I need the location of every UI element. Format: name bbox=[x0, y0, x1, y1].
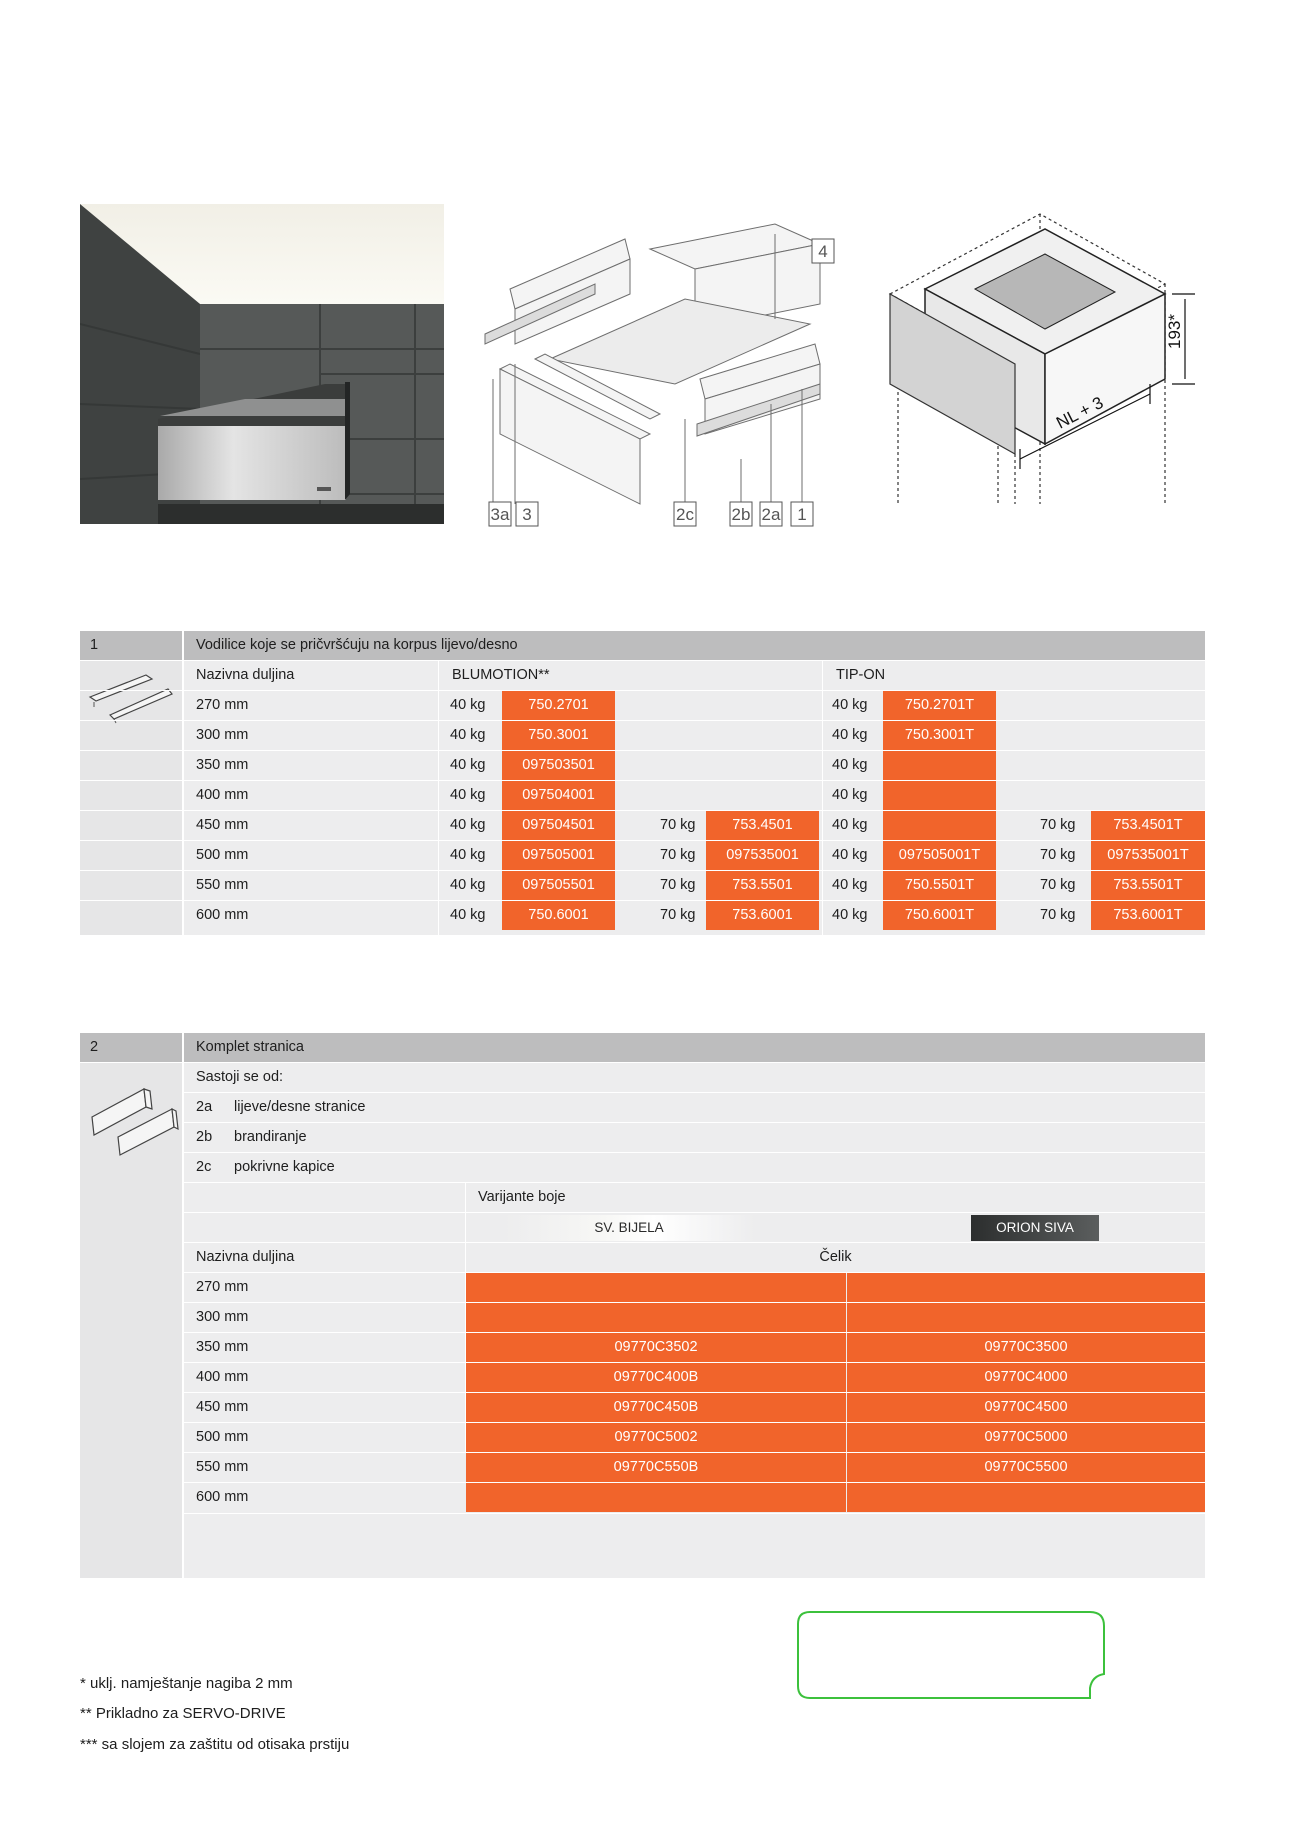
table1-t40c: 097505001T bbox=[883, 841, 996, 870]
table1-t70c: 097535001T bbox=[1091, 841, 1205, 870]
table1-b40: 40 kg bbox=[450, 697, 486, 713]
table2-row bbox=[80, 1273, 1205, 1302]
table1-t70c bbox=[1091, 691, 1205, 720]
table2-grey-code: 09770C3500 bbox=[847, 1333, 1205, 1362]
table2-grey-code: 09770C5000 bbox=[847, 1423, 1205, 1452]
dimension-diagram bbox=[880, 204, 1220, 504]
table1-row bbox=[80, 901, 1205, 930]
table1-t40: 40 kg bbox=[832, 847, 868, 863]
table1-t70: 70 kg bbox=[1040, 877, 1076, 893]
table1-t70c: 753.6001T bbox=[1091, 901, 1205, 930]
callout-3: 3 bbox=[522, 505, 532, 524]
table1-row bbox=[80, 871, 1205, 900]
table2-length: 500 mm bbox=[196, 1429, 249, 1445]
table2-header-row bbox=[184, 1243, 1205, 1272]
table2-white-code: 09770C5002 bbox=[466, 1423, 846, 1452]
table1-length: 400 mm bbox=[196, 787, 249, 803]
table1-t40c bbox=[883, 811, 996, 840]
table1-title: Vodilice koje se pričvršćuju na korpus lijevo/desno bbox=[196, 637, 518, 653]
table1-t40c: 750.3001T bbox=[883, 721, 996, 750]
table1-t70c bbox=[1091, 751, 1205, 780]
table1-t70c: 753.5501T bbox=[1091, 871, 1205, 900]
table2-white-code: 09770C400B bbox=[466, 1363, 846, 1392]
table1-b40c: 097504001 bbox=[502, 781, 615, 810]
table1-col-length: Nazivna duljina bbox=[196, 667, 295, 683]
table1-t70: 70 kg bbox=[1040, 847, 1076, 863]
table1-b40: 40 kg bbox=[450, 757, 486, 773]
table2-white-code bbox=[466, 1273, 846, 1302]
table1-t40: 40 kg bbox=[832, 697, 868, 713]
table1-row bbox=[80, 841, 1205, 870]
table1-col-tipon: TIP-ON bbox=[836, 667, 886, 683]
table2-length: 270 mm bbox=[196, 1279, 249, 1295]
table2-grey-code: 09770C4500 bbox=[847, 1393, 1205, 1422]
table1-b70c: 753.4501 bbox=[706, 811, 819, 840]
width-dimension: NL + 3 bbox=[1053, 392, 1107, 433]
table1-t40: 40 kg bbox=[832, 817, 868, 833]
table2-row bbox=[80, 1453, 1205, 1482]
table1-length: 600 mm bbox=[196, 907, 249, 923]
table1-t40: 40 kg bbox=[832, 907, 868, 923]
table1-b70: 70 kg bbox=[660, 907, 696, 923]
table1-row bbox=[80, 811, 1205, 840]
table2-row bbox=[80, 1363, 1205, 1392]
table1-length: 350 mm bbox=[196, 757, 249, 773]
table1-b40c: 097505001 bbox=[502, 841, 615, 870]
table1-length: 270 mm bbox=[196, 697, 249, 713]
table1-row bbox=[80, 781, 1205, 810]
side-panel-image bbox=[84, 1077, 180, 1157]
table2-white-code: 09770C450B bbox=[466, 1393, 846, 1422]
component-2c: 2c pokrivne kapice bbox=[196, 1159, 335, 1175]
table1-b40: 40 kg bbox=[450, 727, 486, 743]
table1-b70c: 097535001 bbox=[706, 841, 819, 870]
table1-number: 1 bbox=[90, 637, 99, 653]
table1-length: 450 mm bbox=[196, 817, 249, 833]
callout-4: 4 bbox=[818, 242, 828, 261]
table1-b40c: 097503501 bbox=[502, 751, 615, 780]
table1-length: 500 mm bbox=[196, 847, 249, 863]
footnote-3: *** sa slojem za zaštitu od otisaka prstiju bbox=[80, 1736, 350, 1753]
note-box bbox=[796, 1610, 1108, 1702]
table1-b70: 70 kg bbox=[660, 847, 696, 863]
runners-table bbox=[80, 631, 1205, 935]
material-label: Čelik bbox=[819, 1249, 852, 1265]
table2-length: 350 mm bbox=[196, 1339, 249, 1355]
table1-t40c: 750.6001T bbox=[883, 901, 996, 930]
callout-3a: 3a bbox=[490, 505, 510, 524]
color-variants-label: Varijante boje bbox=[478, 1189, 566, 1205]
table1-b40c: 097504501 bbox=[502, 811, 615, 840]
footnote-1: * uklj. namještanje nagiba 2 mm bbox=[80, 1675, 293, 1692]
table1-length: 300 mm bbox=[196, 727, 249, 743]
table1-t70c: 753.4501T bbox=[1091, 811, 1205, 840]
color-swatch-white: SV. BIJELA bbox=[504, 1215, 754, 1241]
table2-white-code bbox=[466, 1303, 846, 1332]
table1-header-row bbox=[184, 661, 1205, 690]
table1-b40c: 750.3001 bbox=[502, 721, 615, 750]
exploded-drawer-diagram bbox=[475, 204, 840, 529]
table1-b70c bbox=[706, 721, 819, 750]
table1-b40: 40 kg bbox=[450, 817, 486, 833]
table1-t40: 40 kg bbox=[832, 787, 868, 803]
side-panels-table bbox=[80, 1033, 1205, 1578]
table1-t40: 40 kg bbox=[832, 877, 868, 893]
component-2a: 2a lijeve/desne stranice bbox=[196, 1099, 366, 1115]
table2-number: 2 bbox=[90, 1039, 99, 1055]
table1-b40c: 097505501 bbox=[502, 871, 615, 900]
table2-row bbox=[80, 1393, 1205, 1422]
height-dimension: 193* bbox=[1165, 314, 1184, 349]
table1-b40: 40 kg bbox=[450, 787, 486, 803]
table2-grey-code bbox=[847, 1303, 1205, 1332]
table2-length: 450 mm bbox=[196, 1399, 249, 1415]
table2-grey-code: 09770C5500 bbox=[847, 1453, 1205, 1482]
table2-title: Komplet stranica bbox=[196, 1039, 304, 1055]
table2-grey-code: 09770C4000 bbox=[847, 1363, 1205, 1392]
table2-white-code: 09770C550B bbox=[466, 1453, 846, 1482]
table1-row bbox=[80, 691, 1205, 720]
table2-row bbox=[80, 1333, 1205, 1362]
callout-2b: 2b bbox=[731, 505, 751, 524]
table1-t40c: 750.5501T bbox=[883, 871, 996, 900]
table1-t70: 70 kg bbox=[1040, 907, 1076, 923]
table2-white-code bbox=[466, 1483, 846, 1512]
table1-b70: 70 kg bbox=[660, 817, 696, 833]
table1-b70c bbox=[706, 751, 819, 780]
table1-row bbox=[80, 751, 1205, 780]
table2-length: 400 mm bbox=[196, 1369, 249, 1385]
color-swatch-grey: ORION SIVA bbox=[971, 1215, 1099, 1241]
table1-t70c bbox=[1091, 721, 1205, 750]
table1-b70c bbox=[706, 781, 819, 810]
table2-grey-code bbox=[847, 1273, 1205, 1302]
table1-t40c bbox=[883, 781, 996, 810]
table1-row bbox=[80, 721, 1205, 750]
table2-grey-code bbox=[847, 1483, 1205, 1512]
table1-b40: 40 kg bbox=[450, 907, 486, 923]
table1-length: 550 mm bbox=[196, 877, 249, 893]
callout-2a: 2a bbox=[761, 505, 781, 524]
table2-length: 550 mm bbox=[196, 1459, 249, 1475]
table1-b70c: 753.6001 bbox=[706, 901, 819, 930]
table2-row bbox=[80, 1483, 1205, 1512]
table1-t70c bbox=[1091, 781, 1205, 810]
table1-b40c: 750.2701 bbox=[502, 691, 615, 720]
callout-2c: 2c bbox=[676, 505, 694, 524]
table1-b70: 70 kg bbox=[660, 877, 696, 893]
table2-length: 300 mm bbox=[196, 1309, 249, 1325]
table1-b70c bbox=[706, 691, 819, 720]
table2-white-code: 09770C3502 bbox=[466, 1333, 846, 1362]
table2-length: 600 mm bbox=[196, 1489, 249, 1505]
callout-1: 1 bbox=[797, 505, 807, 524]
table1-t70: 70 kg bbox=[1040, 817, 1076, 833]
table2-col-length: Nazivna duljina bbox=[196, 1249, 295, 1265]
table1-col-blumotion: BLUMOTION** bbox=[452, 667, 550, 683]
consists-of-label: Sastoji se od: bbox=[196, 1069, 284, 1085]
table2-row bbox=[80, 1423, 1205, 1452]
table2-row bbox=[80, 1303, 1205, 1332]
table1-b40: 40 kg bbox=[450, 847, 486, 863]
footnote-2: ** Prikladno za SERVO-DRIVE bbox=[80, 1705, 286, 1722]
table1-t40: 40 kg bbox=[832, 757, 868, 773]
table1-b40: 40 kg bbox=[450, 877, 486, 893]
table1-t40c bbox=[883, 751, 996, 780]
table1-b70c: 753.5501 bbox=[706, 871, 819, 900]
drawer-photo bbox=[80, 204, 444, 524]
table1-t40c: 750.2701T bbox=[883, 691, 996, 720]
component-2b: 2b brandiranje bbox=[196, 1129, 307, 1145]
table1-b40c: 750.6001 bbox=[502, 901, 615, 930]
table1-t40: 40 kg bbox=[832, 727, 868, 743]
